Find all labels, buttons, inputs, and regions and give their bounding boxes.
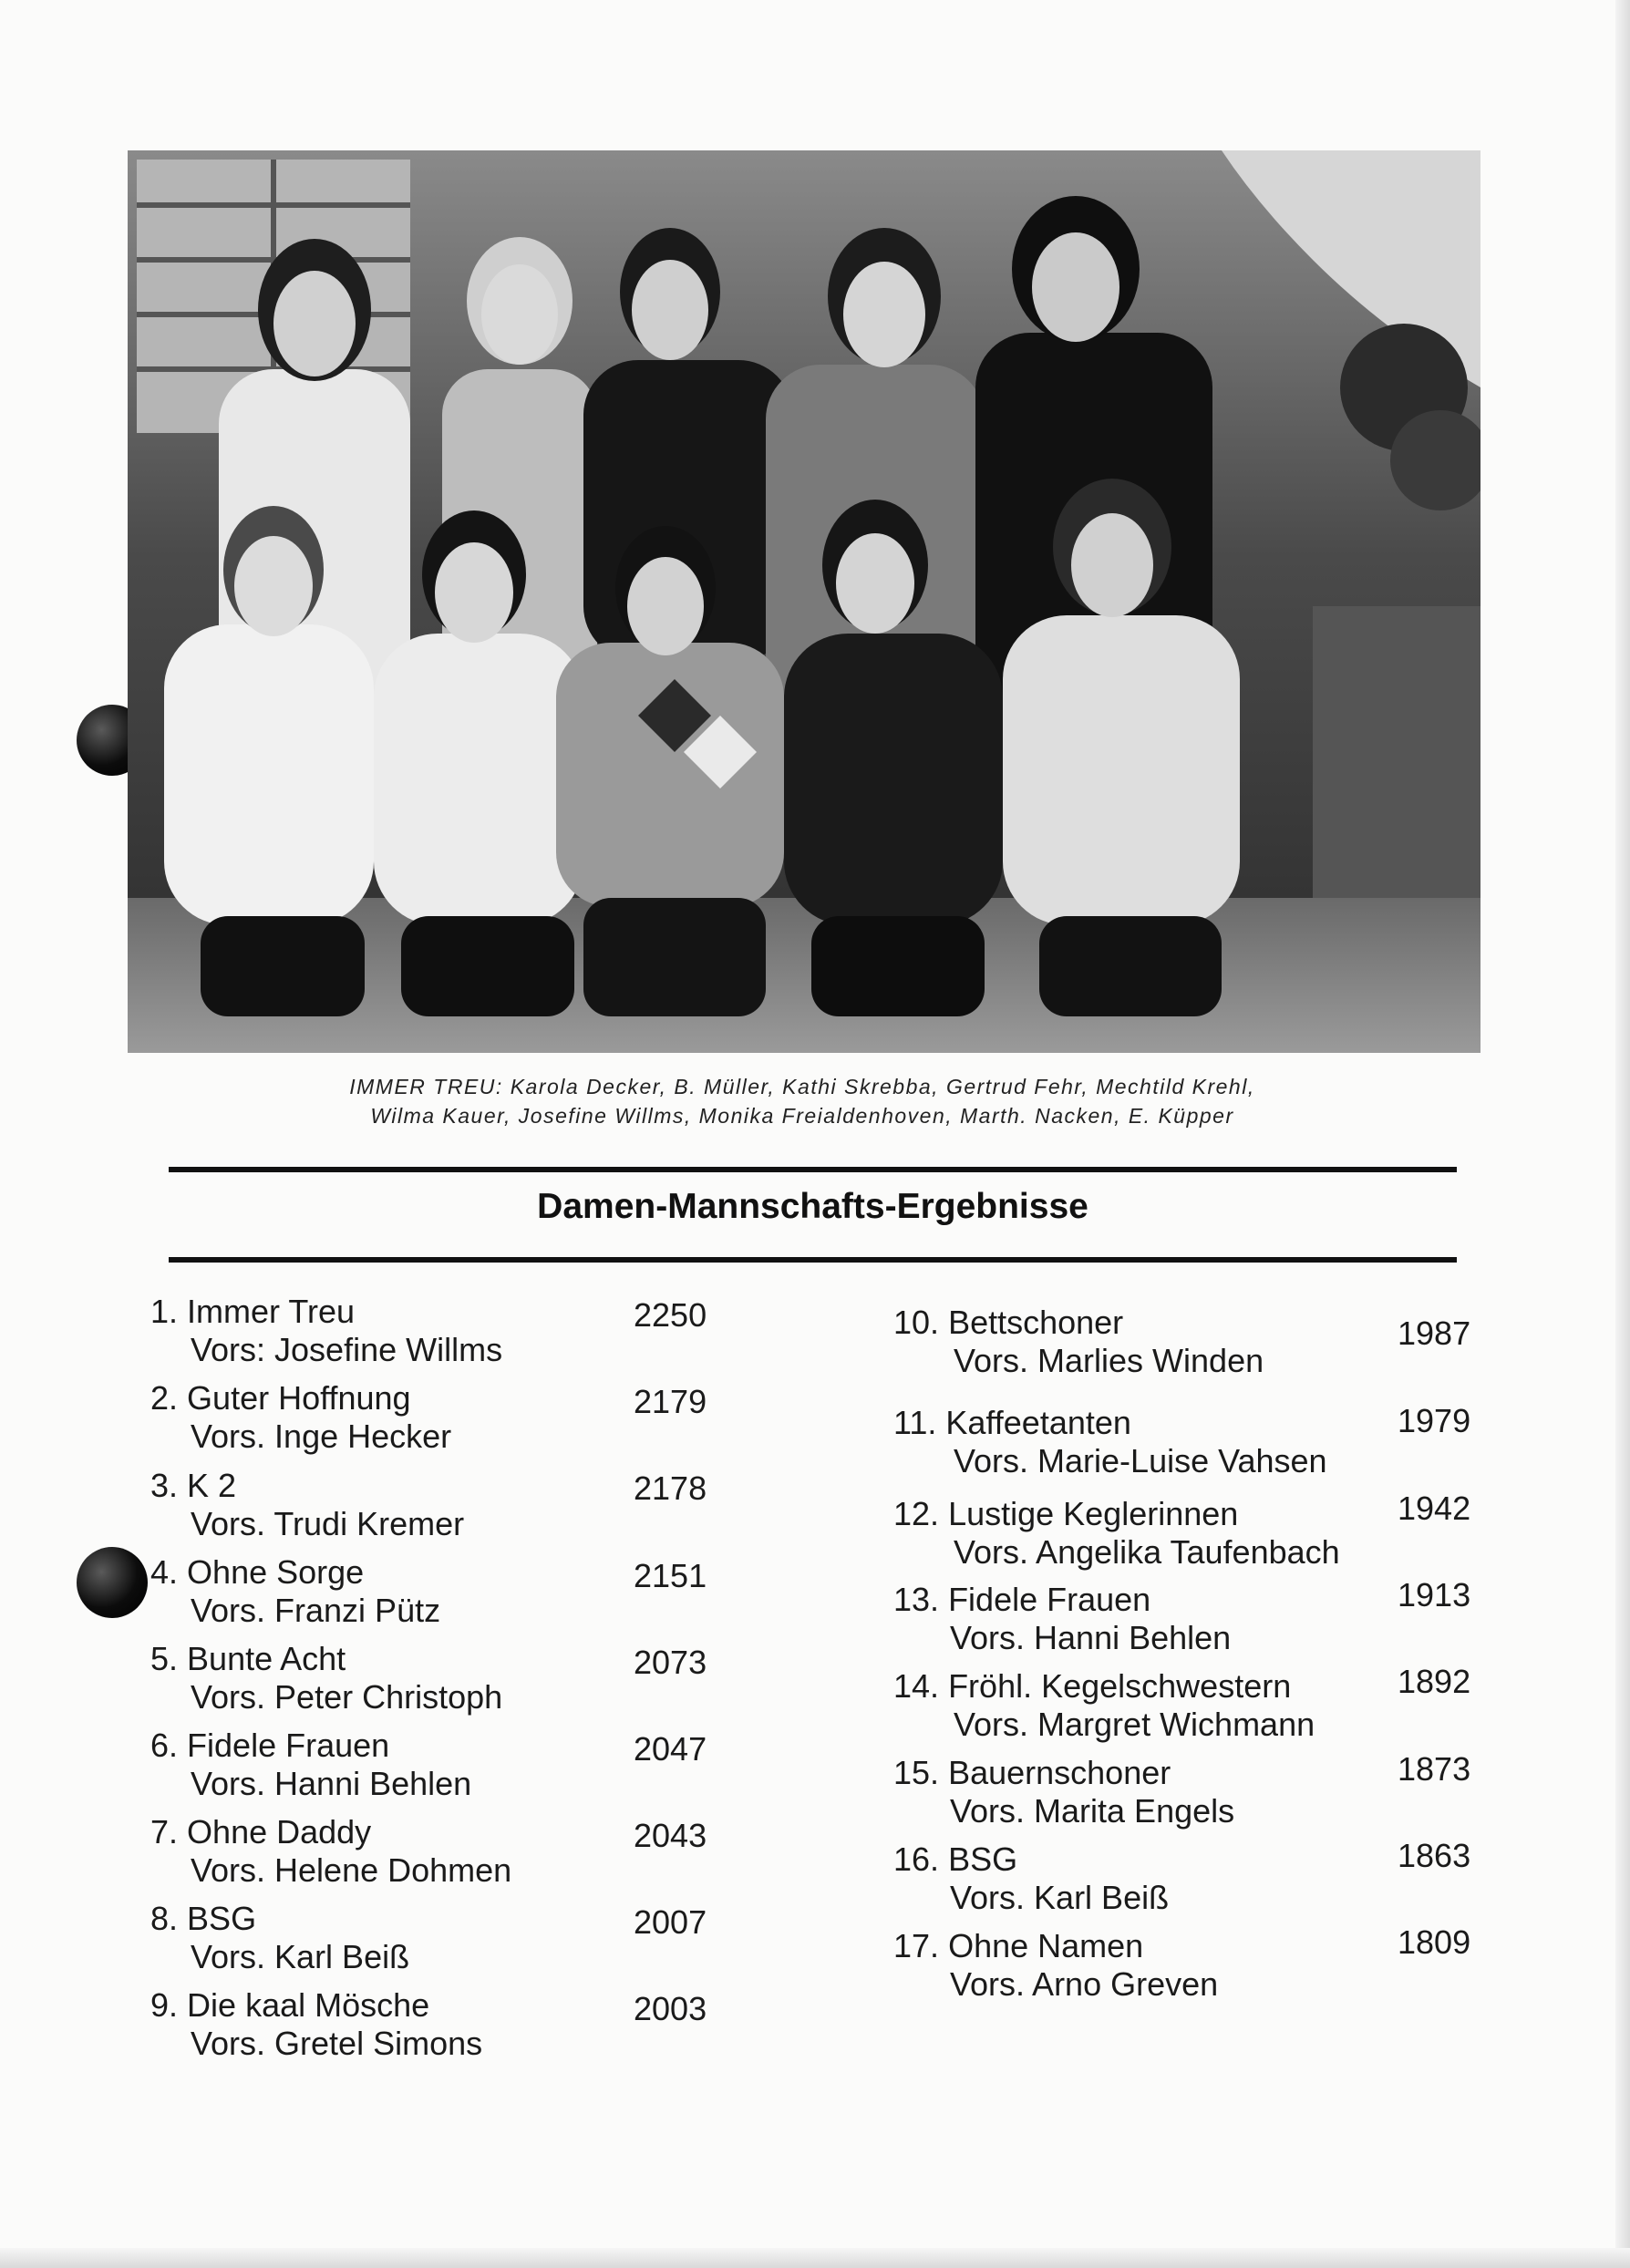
team-name: Fidele Frauen (948, 1581, 1151, 1618)
result-entry-10 (893, 1304, 1264, 1380)
rank: 5. (150, 1640, 179, 1677)
rank: 1. (150, 1293, 179, 1330)
team-chair: Vors. Marie-Luise Vahsen (954, 1442, 1327, 1479)
rank: 9. (150, 1986, 179, 2024)
team-score: 2178 (634, 1469, 707, 1507)
rank: 8. (150, 1900, 179, 1937)
scan-bottom-edge (0, 2248, 1630, 2268)
team-chair: Vors. Franzi Pütz (191, 1592, 441, 1629)
result-entry-15 (893, 1754, 1234, 1830)
group-photo-illustration (128, 150, 1480, 1053)
team-name: Kaffeetanten (945, 1404, 1131, 1441)
team-chair: Vors. Angelika Taufenbach (954, 1533, 1340, 1571)
result-entry-9 (150, 1986, 482, 2063)
team-score: 2179 (634, 1383, 707, 1420)
team-name: Immer Treu (187, 1293, 356, 1330)
team-name: Fidele Frauen (187, 1727, 390, 1764)
result-entry-7 (150, 1813, 511, 1890)
team-score: 2073 (634, 1644, 707, 1681)
team-chair: Vors. Hanni Behlen (950, 1619, 1232, 1656)
team-chair: Vors. Marlies Winden (954, 1342, 1264, 1379)
team-name: Die kaal Mösche (187, 1986, 430, 2024)
group-photo (128, 150, 1480, 1053)
team-name: Bettschoner (948, 1304, 1124, 1341)
team-score: 1892 (1398, 1663, 1471, 1700)
rank: 16. (893, 1840, 940, 1878)
result-entry-3 (150, 1467, 464, 1543)
team-chair: Vors. Margret Wichmann (954, 1706, 1315, 1743)
team-chair: Vors. Arno Greven (950, 1965, 1219, 2003)
rank: 14. (893, 1667, 940, 1705)
team-score: 1942 (1398, 1490, 1471, 1527)
result-entry-8 (150, 1900, 409, 1976)
result-entry-12 (893, 1495, 1340, 1572)
team-chair: Vors. Marita Engels (950, 1792, 1235, 1830)
rank: 11. (893, 1404, 937, 1441)
result-entry-14 (893, 1667, 1315, 1744)
rank: 10. (893, 1304, 940, 1341)
result-entry-6 (150, 1727, 471, 1803)
team-score: 1809 (1398, 1923, 1471, 1961)
team-score: 1979 (1398, 1402, 1471, 1439)
team-score: 2151 (634, 1557, 707, 1594)
page-edge (1615, 0, 1630, 2268)
heading-rule-top (169, 1167, 1457, 1172)
team-chair: Vors: Josefine Willms (191, 1331, 503, 1368)
result-entry-13 (893, 1581, 1231, 1657)
team-name: Guter Hoffnung (187, 1379, 411, 1417)
team-score: 2043 (634, 1817, 707, 1854)
rank: 15. (893, 1754, 940, 1791)
team-name: K 2 (187, 1467, 237, 1504)
team-score: 2047 (634, 1730, 707, 1768)
caption-line-2: Wilma Kauer, Josefine Willms, Monika Freialdenhoven, Marth. Nacken, E. Küpper (370, 1104, 1234, 1128)
result-entry-1 (150, 1293, 502, 1369)
rank: 13. (893, 1581, 940, 1618)
team-name: BSG (187, 1900, 257, 1937)
rank: 17. (893, 1927, 940, 1964)
team-name: Bauernschoner (948, 1754, 1171, 1791)
team-chair: Vors. Inge Hecker (191, 1418, 452, 1455)
rank: 12. (893, 1495, 940, 1532)
result-entry-16 (893, 1840, 1169, 1917)
heading-rule-bottom (169, 1257, 1457, 1263)
result-entry-5 (150, 1640, 502, 1716)
team-score: 1987 (1398, 1314, 1471, 1352)
team-score: 1913 (1398, 1576, 1471, 1613)
team-score: 1873 (1398, 1750, 1471, 1788)
result-entry-11 (893, 1404, 1327, 1480)
team-name: Lustige Keglerinnen (948, 1495, 1239, 1532)
result-entry-2 (150, 1379, 451, 1456)
team-name: Ohne Daddy (187, 1813, 372, 1850)
team-score: 2250 (634, 1296, 707, 1334)
team-chair: Vors. Gretel Simons (191, 2025, 483, 2062)
team-score: 2007 (634, 1903, 707, 1941)
team-name: Ohne Namen (948, 1927, 1144, 1964)
team-score: 1863 (1398, 1837, 1471, 1874)
photo-caption (164, 1072, 1440, 1130)
team-chair: Vors. Trudi Kremer (191, 1505, 465, 1542)
rank: 3. (150, 1467, 179, 1504)
team-chair: Vors. Hanni Behlen (191, 1765, 472, 1802)
team-chair: Vors. Karl Beiß (950, 1879, 1170, 1916)
rank: 2. (150, 1379, 179, 1417)
team-chair: Vors. Helene Dohmen (191, 1851, 512, 1889)
punch-hole-bottom (77, 1547, 148, 1618)
page-title: Damen-Mannschafts-Ergebnisse (537, 1187, 1088, 1226)
team-score: 2003 (634, 1990, 707, 2027)
result-entry-17 (893, 1927, 1218, 2004)
team-name: Bunte Acht (187, 1640, 346, 1677)
caption-line-1: IMMER TREU: Karola Decker, B. Müller, Kathi Skrebba, Gertrud Fehr, Mechtild Krehl, (349, 1075, 1255, 1098)
result-entry-4 (150, 1553, 440, 1630)
team-chair: Vors. Karl Beiß (191, 1938, 410, 1975)
rank: 6. (150, 1727, 179, 1764)
team-chair: Vors. Peter Christoph (191, 1678, 503, 1716)
team-name: Ohne Sorge (187, 1553, 365, 1591)
rank: 4. (150, 1553, 179, 1591)
team-name: Fröhl. Kegelschwestern (948, 1667, 1292, 1705)
rank: 7. (150, 1813, 179, 1850)
team-name: BSG (948, 1840, 1018, 1878)
